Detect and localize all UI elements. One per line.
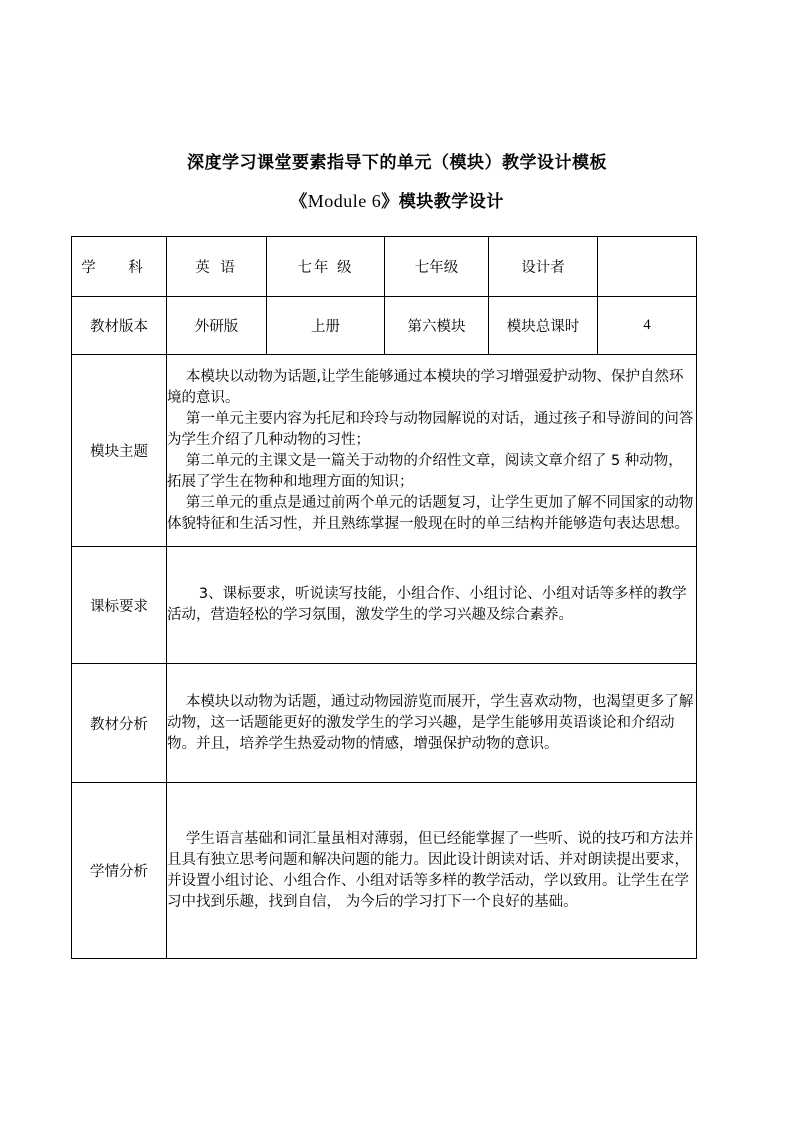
students-text: 学生语言基础和词汇量虽相对薄弱，但已经能掌握了一些听、说的技巧和方法并且具有独立思考问题和解决问题的能力。因此设计朗读对话、并对朗读提出要求，并设置小组讨论、小组合作、小组对话等多样的教学活动，学以致用。让学生在学习中找到乐趣，找到自信， 为今后的学习打下一个良好的基础。 — [167, 830, 694, 910]
analysis-label: 教材分析 — [72, 664, 167, 783]
designer-value — [598, 237, 697, 297]
subject-value: 英 语 — [167, 237, 267, 297]
standards-label: 课标要求 — [72, 547, 167, 664]
volume-value: 上册 — [267, 297, 385, 355]
module-value: 第六模块 — [385, 297, 489, 355]
document-subtitle — [0, 187, 794, 212]
designer-label: 设计者 — [489, 237, 598, 297]
table-row — [72, 547, 697, 664]
subject-label: 学 科 — [72, 237, 167, 297]
grade-value: 七年级 — [385, 237, 489, 297]
total-hours-value: 4 — [598, 297, 697, 355]
grade-label: 七年 级 — [267, 237, 385, 297]
theme-label: 模块主题 — [72, 355, 167, 547]
table-row — [72, 664, 697, 783]
analysis-text: 本模块以动物为话题，通过动物园游览而展开，学生喜欢动物，也渴望更多了解动物，这一话题能更好的激发学生的学习兴趣，是学生能够用英语谈论和介绍动物。并且，培养学生热爱动物的情感，增强保护动物的意识。 — [167, 693, 694, 752]
analysis-content — [167, 664, 697, 783]
students-label: 学情分析 — [72, 783, 167, 959]
subtitle-open: 《 — [290, 192, 308, 212]
standards-text: 3、课标要求，听说读写技能，小组合作、小组讨论、小组对话等多样的教学活动，营造轻松的学习氛围，激发学生的学习兴趣及综合素养。 — [167, 586, 687, 623]
edition-label: 教材版本 — [72, 297, 167, 355]
theme-paragraph: 第三单元的重点是通过前两个单元的话题复习，让学生更加了解不同国家的动物体貌特征和生活习性，并且熟练掌握一般现在时的单三结构并能够造句表达思想。 — [167, 494, 694, 532]
standards-content — [167, 547, 697, 664]
theme-paragraph: 第二单元的主课文是一篇关于动物的介绍性文章，阅读文章介绍了 5 种动物，拓展了学生在物种和地理方面的知识； — [167, 452, 683, 490]
table-row — [72, 237, 697, 297]
theme-paragraph: 第一单元主要内容为托尼和玲玲与动物园解说的对话，通过孩子和导游间的问答为学生介绍了几种动物的习性； — [167, 410, 694, 448]
students-content — [167, 783, 697, 959]
subtitle-close: 》模块教学设计 — [381, 192, 504, 212]
theme-content — [167, 355, 697, 547]
subtitle-module: Module 6 — [307, 191, 382, 211]
table-row — [72, 355, 697, 547]
table-row — [72, 297, 697, 355]
total-hours-label: 模块总课时 — [489, 297, 598, 355]
edition-value: 外研版 — [167, 297, 267, 355]
table-row — [72, 783, 697, 959]
theme-paragraph: 本模块以动物为话题,让学生能够通过本模块的学习增强爱护动物、保护自然环境的意识。 — [167, 368, 684, 406]
document-title: 深度学习课堂要素指导下的单元（模块）教学设计模板 — [187, 153, 607, 173]
design-table — [71, 236, 697, 959]
